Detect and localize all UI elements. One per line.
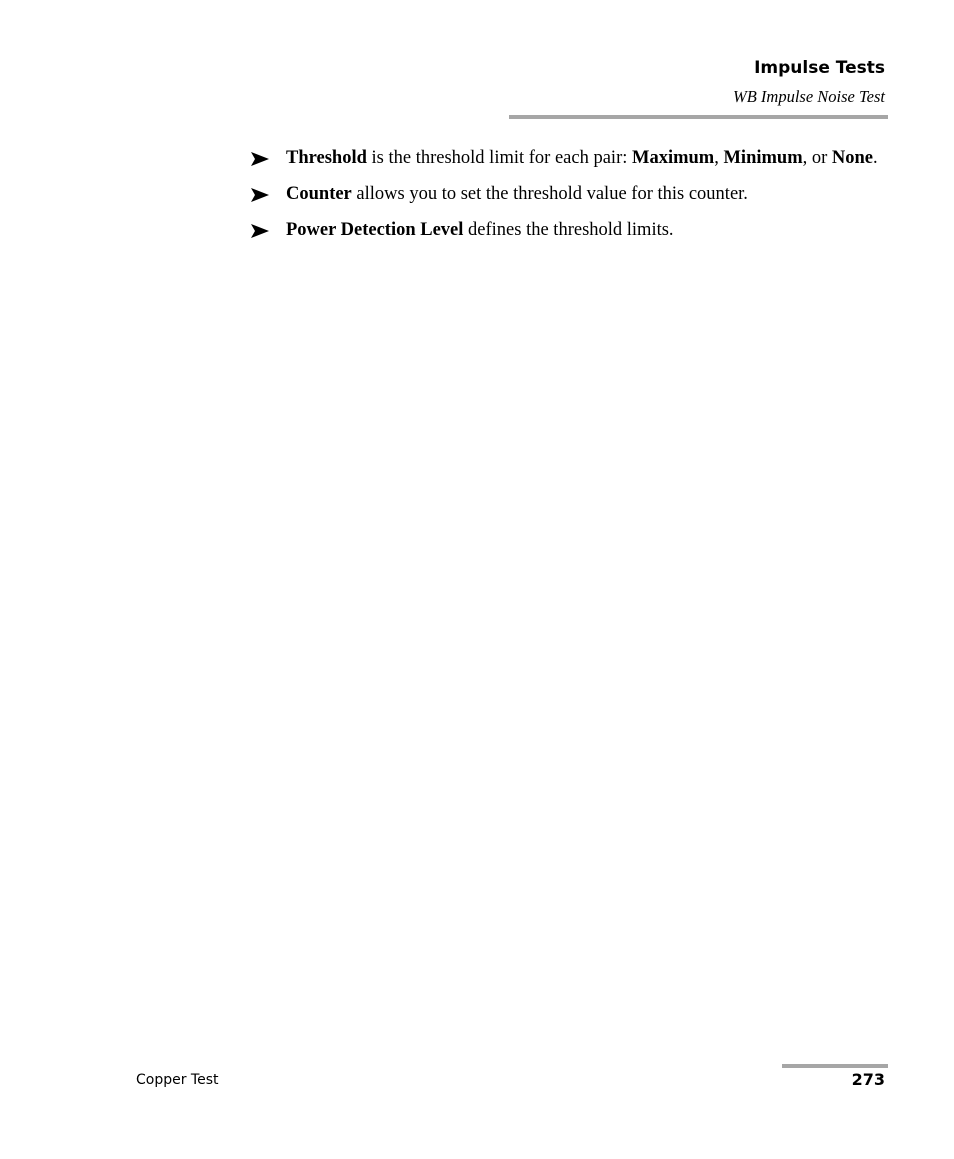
header-rule bbox=[509, 115, 888, 119]
list-item bbox=[250, 182, 890, 207]
bullet-list bbox=[250, 146, 890, 254]
running-header-subtitle: WB Impulse Noise Test bbox=[732, 87, 885, 106]
bullet-term: Threshold bbox=[286, 148, 367, 168]
bullet-term: Power Detection Level bbox=[286, 220, 464, 240]
bullet-text: defines the threshold limits. bbox=[463, 220, 674, 240]
list-item bbox=[250, 218, 890, 243]
list-item bbox=[250, 146, 890, 171]
running-header-title: Impulse Tests bbox=[754, 58, 885, 78]
bullet-term: Counter bbox=[286, 184, 352, 204]
footer-rule bbox=[782, 1064, 888, 1068]
option-minimum: Minimum bbox=[723, 148, 803, 168]
page-number: 273 bbox=[851, 1070, 885, 1089]
bullet-text: is the threshold limit for each pair: bbox=[366, 148, 632, 168]
arrow-bullet-icon bbox=[250, 149, 270, 169]
separator: , bbox=[714, 148, 724, 168]
sentence-end: . bbox=[873, 148, 878, 168]
footer-section-title: Copper Test bbox=[136, 1072, 219, 1088]
option-maximum: Maximum bbox=[632, 148, 715, 168]
arrow-bullet-icon bbox=[250, 185, 270, 205]
arrow-bullet-icon bbox=[250, 221, 270, 241]
bullet-text: allows you to set the threshold value for this counter. bbox=[351, 184, 748, 204]
separator: , or bbox=[802, 148, 832, 168]
option-none: None bbox=[831, 148, 874, 168]
